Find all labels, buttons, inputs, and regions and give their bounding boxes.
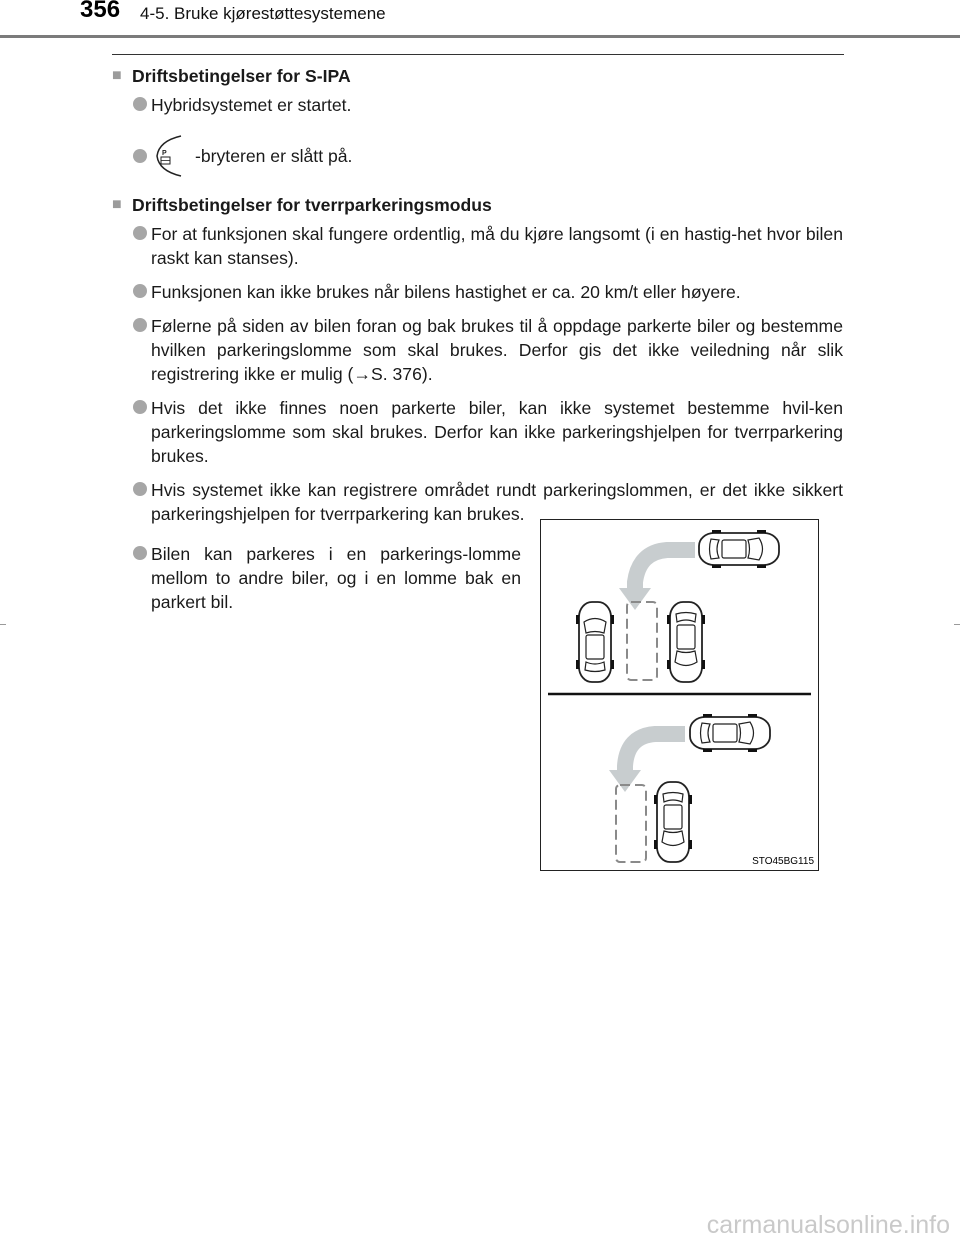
section-heading-text: Driftsbetingelser for tverrparkeringsmodus	[132, 195, 492, 215]
list-item-text: -bryteren er slått på.	[195, 146, 353, 166]
list-item-text: For at funksjonen skal fungere ordentlig, må du kjøre langsomt (i en hastig-het hvor bilen raskt kan stanses).	[151, 224, 843, 268]
chapter-title: 4-5. Bruke kjørestøttesystemene	[140, 4, 386, 23]
list-item-text: Hvis systemet ikke kan registrere området rundt parkeringslommen, er det ikke sikkert parkeringshjelpen for tverrparkering kan brukes.	[151, 480, 843, 524]
square-heading-icon: ■	[112, 196, 122, 213]
car-moving-bottom	[690, 714, 770, 752]
section-heading-text: Driftsbetingelser for S-IPA	[132, 66, 351, 86]
figure-code: STO45BG115	[752, 856, 814, 867]
content-rule	[112, 54, 844, 55]
square-heading-icon: ■	[112, 67, 122, 84]
round-bullet-icon	[133, 149, 147, 163]
arrow-shape	[635, 550, 695, 590]
list-item	[112, 93, 843, 117]
crop-mark-left	[0, 624, 6, 625]
list-item	[112, 542, 521, 614]
arrow-shape	[625, 734, 685, 772]
round-bullet-icon	[133, 482, 147, 496]
list-item	[112, 222, 843, 270]
header-rule	[0, 35, 960, 38]
parking-slot-outline	[627, 602, 657, 680]
round-bullet-icon	[133, 284, 147, 298]
watermark: carmanualsonline.info	[706, 1211, 950, 1239]
page-number: 356	[80, 0, 121, 23]
parking-diagram	[541, 520, 818, 870]
round-bullet-icon	[133, 318, 147, 332]
crop-mark-right	[954, 624, 960, 625]
round-bullet-icon	[133, 97, 147, 111]
svg-text:P: P	[162, 150, 167, 157]
round-bullet-icon	[133, 400, 147, 414]
list-item-text: Funksjonen kan ikke brukes når bilens hastighet er ca. 20 km/t eller høyere.	[151, 282, 741, 302]
list-item	[112, 133, 843, 179]
round-bullet-icon	[133, 226, 147, 240]
parking-slot-outline	[616, 785, 646, 862]
list-item-text: Hybridsystemet er startet.	[151, 95, 352, 115]
round-bullet-icon	[133, 546, 147, 560]
section-heading-cross-parking	[112, 193, 843, 217]
section-heading-s-ipa	[112, 64, 843, 88]
parked-car-bottom	[654, 782, 692, 862]
arrow-head	[609, 770, 641, 792]
list-item	[112, 396, 843, 468]
parked-car-right	[667, 602, 705, 682]
list-item	[112, 314, 843, 386]
list-item-text: Følerne på siden av bilen foran og bak brukes til å oppdage parkerte biler og bestemme hvilken parkeringslomme som skal brukes. Derfor gis det ikke veiledning når slik registrering ikke er mulig (→S. 376).	[151, 316, 843, 384]
list-item-text: Bilen kan parkeres i en parkerings-lomme mellom to andre biler, og i en lomme bak en parkert bil.	[151, 544, 521, 612]
parking-illustration	[540, 519, 819, 871]
car-moving-top	[699, 530, 779, 568]
list-item-text: Hvis det ikke finnes noen parkerte biler, kan ikke systemet bestemme hvil-ken parkeringslomme som skal brukes. Derfor kan ikke parkeringshjelpen for tverrparkering brukes.	[151, 398, 843, 466]
parking-assist-switch-icon	[151, 133, 189, 179]
arrow-head	[619, 588, 651, 610]
list-item	[112, 280, 843, 304]
parked-car-left	[576, 602, 614, 682]
